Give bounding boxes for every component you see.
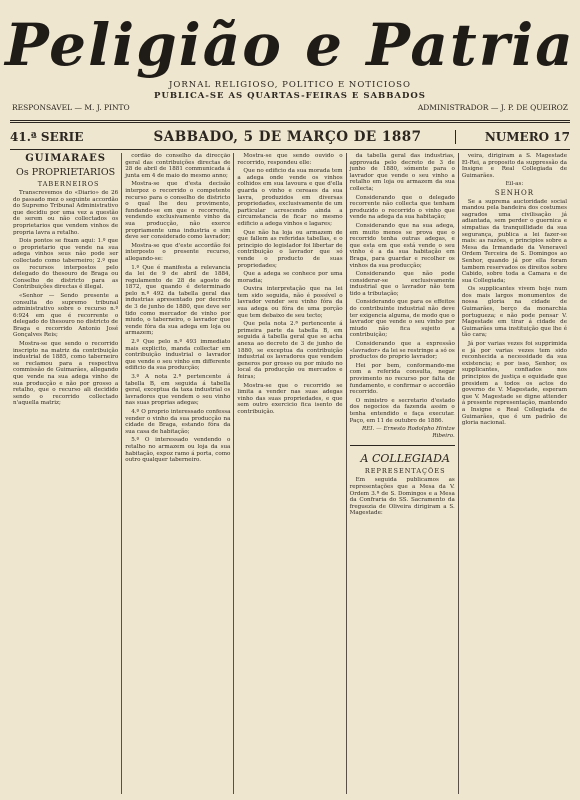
column-3 <box>234 153 346 794</box>
paragraph: Mostra-se que d'este accordão foi interposto o presente recurso, allegando-se: <box>125 242 231 262</box>
signature: REI. — Ernesto Rodolpho Hintze Ribeiro. <box>362 426 455 439</box>
paragraph: Considerando que na sua adega, em muito menos se prova que o recorrido tenha outras adegas, e que esta em que está vende o seu vinho é a da sua habitação em Braga, para guardar e recolher os vinhos da sua producção; <box>349 222 455 269</box>
section-divider <box>350 445 455 446</box>
paragraph: Considerando que o delegado recorrente não collecta que tenham produzido o recorrido o vinho que vende na adega da sua habitação; <box>349 194 455 221</box>
paragraph: 1.º Que é manifesta a relevancia da lei de 9 de abril de 1884, regulamento de 28 de agosto de 1872, que quando é determinado pelo n.º 492 da tabella geral das industrias apresentado por decreto de 3 de junho de 1880, que deve ser tido como mercador de vinho por miudo, o taberneiro, o lavrador que vende fóra da sua adega em loja ou armazem; <box>125 264 231 337</box>
section-subheading: REPRESENTAÇÕES <box>364 467 446 476</box>
paragraph: veira, dirigiram a S. Magestade El-Rei, a proposito da suppressão da Insigne e Real Collegiada de Guimarães. <box>461 153 568 179</box>
paragraph: Que pela nota 2.ª pertencente á primeira parte da tabella B, em seguida á tabella geral que se acha anexa ao decreto de 3 de junho de 1880, se exceptua da contribuição industrial os lavradores que vendem generos por grosso ou por miudo no local da producção ou mercados e feiras; <box>237 321 343 380</box>
paragraph: 4.º O proprio interessado confessa vender o vinho da sua producção na cidade de Braga, estando fóra da sua casa de habitação; <box>125 408 231 435</box>
article-title: Os PROPRIETARIOS <box>16 167 116 178</box>
paragraph: Mostra-se que sendo ouvido o recorrido, respondeu elle: <box>237 153 343 166</box>
article-subtitle: TABERNEIROS <box>37 180 100 188</box>
column-1 <box>10 153 122 794</box>
paragraph: Que a adega se conhece por uma moradia; <box>237 271 343 284</box>
paragraph: Mostra-se que o recorrido se limita a vender nas suas adegas vinho das suas propriedades, e que sem outro exercicio fica isento de contribuição. <box>237 382 343 415</box>
paragraph: da tabella geral das industrias, approvada pelo decreto de 3 de junho de 1880, sómente para o lavrador que vende o seu vinho a retalho em loja ou armazem da sua collecta; <box>349 153 455 192</box>
paragraph: Que não ha loja ou armazem de que fallem as referidas tabellas, e o principio do legislador foi libertar de contribuição o lavrador que só vende o producto de suas propriedades; <box>237 229 343 269</box>
paragraph: Considerando que para os effeitos do contribuinte industrial não deve ter exigencia alguma, de modo que o lavrador que vende o seu vinho por miudo não fica sujeito a contribuição; <box>349 299 455 339</box>
issue-serie: 41.ª SERIE <box>10 130 84 144</box>
column-4 <box>347 153 459 794</box>
paragraph: Mostra-se que sendo o recorrido inscripto na matriz da contribuição industrial de 1885, como taberneiro se reclamou para a respectiva commissão de Guimarães, allegando que vende na sua adega vinho de sua producção e não por grosso a retalho, que o recurso ali decidido sendo o recorrido collectado n'aquella matriz; <box>13 341 119 407</box>
masthead-title: Peligião e Patria <box>5 11 575 79</box>
paragraph: Transcrevemos do «Diario» de 26 do passado mez o seguinte accordão do Supremo Tribunal Administrativo que decidiu por uma vez a questão de serem ou não collectados os proprietarios que vendem vinhos de propria lavra a retalho. <box>13 190 119 236</box>
mid-rule <box>10 149 570 150</box>
salutation: Eil-as: <box>505 181 524 188</box>
paragraph: 3.º A nota 2.ª pertencente á tabella B, em seguida á tabella geral, exceptua da taxa industrial os lavradores que vendem o seu vinho nas suas proprias adegas; <box>125 374 231 407</box>
issue-date: SABBADO, 5 DE MARÇO DE 1887 <box>153 129 422 145</box>
paragraph: «Senhor — Sendo presente a consulta do supremo tribunal administrativo sobre o recurso n.º 6:924 em que é recorrente o delegado do thesouro no districto de Braga e recorrido Antonio José Gonçalves Reis; <box>13 292 119 339</box>
issue-line <box>10 126 570 148</box>
paragraph: Considerando que a expressão «lavrador» da lei se restringe a só os productos do proprio lavrador; <box>349 341 455 361</box>
column-5 <box>459 153 570 794</box>
paragraph: 5.º O interessado vendendo o retalho no armazem ou loja da sua habitação, expoz ramo á porta, como outro qualquer taberneiro. <box>125 437 231 464</box>
columns <box>10 153 570 794</box>
paragraph: Se a suprema auctoridade social mandou pela bandeira dos costumes sagrados uma civilisação já adiantada, sem perder o guernica e simpatias da tranquillidade da sua segurança, publica a lei fazer-se mais: as razões, e principios sobre a Mesa da Irmandade da Veneravel Ordem Terceira de S. Domingos ao Senhor, quando já por ella foram tambem reservados os direitos sobre Cabido, sobre toda a Camara e de sua Collegiada; <box>461 198 568 284</box>
paragraph: Considerando que não pode considerar-se exclusivamente industrial que o lavrador não tem tido a tributação; <box>349 271 455 297</box>
paragraph: Dois pontos se fixam aqui: 1.º que o proprietario que vende na sua adega vinhos seus não pode ser collectado como taberneiro; 2.º que os recursos interpostos pelo delegado do thesouro de Braga ou Conselho de districto para as Contribuições directas é illegal. <box>13 238 119 291</box>
paragraph: cordão do conselho da direcção geral das contribuições directas de 28 de abril de 1881 communicada á junta em 4 de maio do mesmo anno; <box>125 153 231 179</box>
journal-subtitle: JORNAL RELIGIOSO, POLITICO E NOTICIOSO <box>169 80 411 90</box>
top-rule <box>10 120 570 121</box>
staff-line <box>12 103 568 114</box>
responsavel: RESPONSAVEL — M. J. PINTO <box>12 103 130 112</box>
salutation-senhor: SENHOR <box>494 188 534 197</box>
paragraph: Hei por bem, conformando-me com a referida consulta, negar provimento no recurso por falta de fundamento, e confirmar o accordão recorrido. <box>349 362 455 396</box>
paragraph: Ouvira interpretação que na lei tem sido seguida, não é possível o lavrador vender seu vinho fóra da sua adega ou fóra de uma porção que tem debaixo de seu tecto; <box>237 286 343 319</box>
administrador: ADMINISTRADOR — J. P. DE QUEIROZ <box>417 103 568 112</box>
column-2 <box>122 153 234 794</box>
paragraph: Já por varias vezes foi supprimida e já por varias vezes tem sido reconhecida a necessidade da sua existencia; e por isso, Senhor, os supplicantes, confiados nos principios de justiça e equidade que presidem a todos os actos do governo de V. Magestade, esperam que V. Magestade se digne attender á presente representação, mantendo a Insigne e Real Collegiada de Guimarães, que é um padrão de gloria nacional. <box>461 341 568 427</box>
top-rule-2 <box>10 122 570 123</box>
publication-days: PUBLICA-SE AS QUARTAS-FEIRAS E SABBADOS <box>154 91 426 101</box>
paragraph: O ministro e secretario d'estado dos negocios da fazenda assim o tenha entendido e faça executar. Paço, em 11 de outubro de 1886. <box>349 397 455 424</box>
section-heading-collegiada: A COLLEGIADA <box>360 452 450 466</box>
section-heading-guimaraes: GUIMARÃES <box>25 153 106 164</box>
paragraph: Em seguida publicamos as representações que a Mesa da V. Ordem 3.ª de S. Domingos e a Mesa da Confraria do SS. Sacramento da freguezia de Oliveira dirigiram a S. Magestade: <box>349 477 455 517</box>
issue-numero: NUMERO 17 <box>455 130 570 144</box>
paragraph: 2.º Que pelo n.º 493 immediato mais explicito, manda collectar em contribuição industrial o lavrador que vende o seu vinho em differente edificio da sua producção; <box>125 339 231 372</box>
paragraph: Mostra-se que d'esta decisão interpoz o recorrido o competente recurso para o conselho de districto o qual lhe deu provimento, fundando-se em que o recorrente, vendendo exclusivamente vinho da sua producção, não exerce propriamente uma industria e sim deve ser considerado como lavrador; <box>125 181 231 241</box>
paragraph: Os supplicantes vivem hoje num dos mais largos monumentos de nossa gloria na cidade de Guimarães, berço da monarchia portugueza; e não pode pensar V. Magestade em tirar á cidade de Guimarães uma instituição que lhe é tão cara; <box>461 286 568 339</box>
paragraph: Que no edificio da sua morada tem a adega onde vende os vinhos colhidos em sua lavoura e que d'ella guarda o vinho e cereaes da sua lavra, produzidos em diversas propriedades, exclusivamente de um particular acrescendo ainda a circumstancia de ficar no mesmo edificio a adega vinhos e lagares; <box>237 168 343 227</box>
